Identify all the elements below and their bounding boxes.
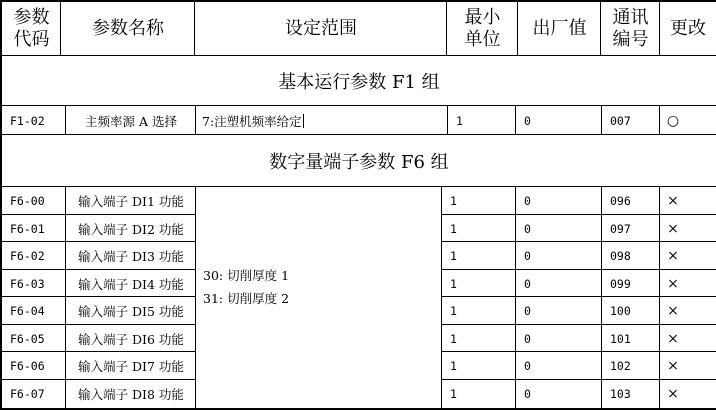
f6-row-code: F6-00 — [10, 194, 45, 208]
f6-row-default: 0 — [524, 221, 531, 236]
header-code — [2, 2, 61, 56]
table-border-bottom — [0, 408, 716, 410]
table-border-top — [0, 0, 716, 2]
rule-f1-col — [515, 105, 516, 135]
rule-f6-row — [442, 241, 716, 242]
rule-f6-col — [515, 186, 516, 410]
f1-row-range — [196, 106, 448, 135]
header-name: 参数名称 — [92, 18, 164, 39]
rule-f6-col — [195, 186, 196, 410]
rule-f6-row — [442, 214, 716, 215]
rule-f6-row — [442, 296, 716, 297]
rule-f1-col — [601, 105, 602, 135]
f6-row-comm: 103 — [610, 387, 631, 401]
f6-row-comm: 098 — [610, 249, 631, 263]
header-code-line2: 代码 — [13, 29, 50, 50]
header-comm-line1: 通讯 — [612, 7, 649, 28]
header-change: 更改 — [670, 18, 706, 39]
f6-range-line-2: 31: 切削厚度 2 — [203, 291, 290, 306]
rule-f6-title-bottom — [0, 186, 716, 187]
f6-row-unit: 1 — [450, 221, 457, 236]
rule-f6-row — [0, 241, 196, 242]
header-default: 出厂值 — [532, 18, 587, 39]
f6-row-code: F6-07 — [10, 387, 45, 401]
f1-row-unit: 1 — [456, 113, 463, 128]
rule-header-col — [446, 0, 447, 56]
f1-row-name: 主频率源 A 选择 — [85, 113, 177, 129]
rule-f6-col — [601, 186, 602, 410]
f6-row-change: × — [667, 193, 679, 209]
f6-row-unit: 1 — [450, 331, 457, 346]
rule-f1-row-bottom — [0, 134, 716, 135]
f6-row-default: 0 — [524, 359, 531, 373]
header-comm — [601, 2, 660, 56]
f6-row-name: 输入端子 DI4 功能 — [78, 276, 184, 292]
f6-row-unit: 1 — [450, 194, 457, 208]
group-f1-title: 基本运行参数 F1 组 — [278, 72, 440, 93]
f6-row-name: 输入端子 DI3 功能 — [78, 249, 184, 264]
rule-f6-row — [0, 379, 196, 380]
f6-row-code: F6-05 — [10, 331, 45, 346]
table-border-left — [0, 0, 2, 410]
rule-f1-col — [447, 105, 448, 135]
f6-row-unit: 1 — [450, 249, 457, 263]
rule-header-col — [517, 0, 518, 56]
f6-row-change: × — [667, 358, 679, 374]
rule-f1-col — [659, 105, 660, 135]
rule-f6-col — [441, 186, 442, 410]
f6-row-change: × — [667, 330, 679, 347]
header-min-unit-line2: 单位 — [464, 29, 501, 50]
rule-f1-col — [65, 105, 66, 135]
rule-f6-row — [442, 351, 716, 352]
f6-row-unit: 1 — [450, 359, 457, 373]
f6-row-default: 0 — [524, 194, 531, 208]
f6-row-default: 0 — [524, 387, 531, 401]
rule-f6-row — [0, 214, 196, 215]
rule-f6-row — [0, 296, 196, 297]
f6-row-change: × — [667, 248, 679, 264]
rule-f6-col — [659, 186, 660, 410]
header-min-unit — [447, 2, 518, 56]
f6-row-default: 0 — [524, 331, 531, 346]
f6-row-change: × — [667, 275, 679, 292]
f1-row-range-text: 7:注塑机频率给定 — [202, 113, 302, 129]
f6-row-default: 0 — [524, 304, 531, 318]
rule-header-col — [600, 0, 601, 56]
f1-row-code: F1-02 — [10, 113, 45, 128]
f6-row-change: × — [667, 303, 679, 319]
f6-row-name: 输入端子 DI2 功能 — [78, 221, 184, 237]
rule-header-col — [659, 0, 660, 56]
rule-f1-col — [195, 105, 196, 135]
header-min-unit-line1: 最小 — [464, 7, 501, 28]
f6-row-comm: 100 — [610, 304, 631, 318]
rule-header-col — [60, 0, 61, 56]
f6-row-change: × — [667, 386, 679, 402]
rule-f6-row — [442, 269, 716, 270]
f6-row-name: 输入端子 DI6 功能 — [78, 331, 184, 347]
f1-row-comm: 007 — [610, 113, 631, 128]
f6-row-name: 输入端子 DI8 功能 — [78, 387, 184, 402]
rule-f6-row — [0, 324, 196, 325]
f6-row-code: F6-04 — [10, 304, 45, 318]
f6-row-comm: 099 — [610, 276, 631, 291]
rule-f1-title-bottom — [0, 105, 716, 106]
rule-f6-row — [0, 269, 196, 270]
f6-row-code: F6-02 — [10, 249, 45, 263]
f6-row-comm: 096 — [610, 194, 631, 208]
f1-row-default: 0 — [524, 113, 531, 128]
f6-row-unit: 1 — [450, 304, 457, 318]
f6-row-code: F6-01 — [10, 221, 45, 236]
f6-row-unit: 1 — [450, 276, 457, 291]
rule-header-col — [194, 0, 195, 56]
rule-header-bottom — [0, 55, 716, 56]
f6-row-change: × — [667, 220, 679, 237]
rule-f6-row — [442, 324, 716, 325]
f6-range-cell — [203, 264, 439, 310]
header-comm-line2: 编号 — [612, 29, 649, 50]
header-range: 设定范围 — [285, 18, 357, 39]
f6-row-name: 输入端子 DI1 功能 — [78, 194, 184, 209]
f6-row-unit: 1 — [450, 387, 457, 401]
rule-f6-col — [65, 186, 66, 410]
rule-f6-row — [0, 351, 196, 352]
f6-range-line-1: 30: 切削厚度 1 — [203, 268, 290, 283]
f6-row-comm: 101 — [610, 331, 631, 346]
f6-row-comm: 097 — [610, 221, 631, 236]
f1-row-change: ○ — [666, 112, 680, 129]
f6-row-code: F6-06 — [10, 359, 45, 373]
f6-row-default: 0 — [524, 276, 531, 291]
f6-row-code: F6-03 — [10, 276, 45, 291]
f6-row-name: 输入端子 DI7 功能 — [78, 359, 184, 374]
header-code-line1: 参数 — [13, 7, 50, 28]
f6-row-comm: 102 — [610, 359, 631, 373]
f6-row-name: 输入端子 DI5 功能 — [78, 304, 184, 319]
group-f6-title: 数字量端子参数 F6 组 — [269, 152, 449, 173]
rule-f6-row — [442, 379, 716, 380]
f6-row-default: 0 — [524, 249, 531, 263]
text-cursor — [303, 114, 304, 128]
